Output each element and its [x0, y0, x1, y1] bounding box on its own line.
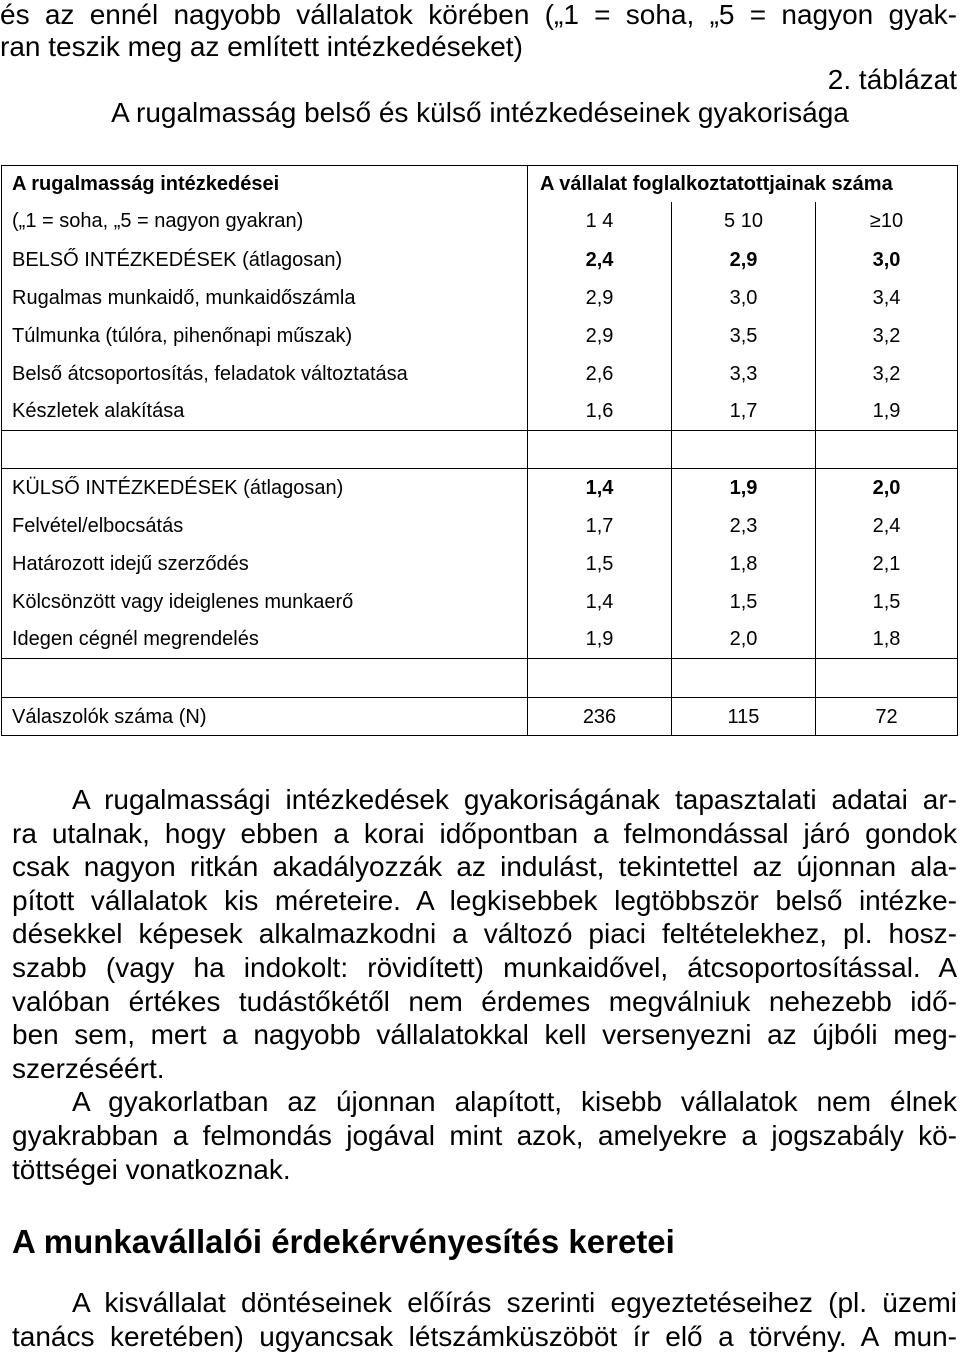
row-label: Felvétel/elbocsátás [12, 514, 184, 537]
value-cell: 1,9 [528, 621, 672, 659]
intro-line: ran teszik meg az említett intézkedéseket) [0, 31, 523, 62]
table-row [2, 507, 958, 545]
row-label: Idegen cégnél megrendelés [12, 628, 259, 651]
text-line: A rugalmassági intézkedések gyakoriságának tapasztalati adatai ar- [72, 784, 957, 815]
section-heading: A munkavállalói érdekérvényesítés keretei [12, 1223, 675, 1260]
value-cell: 1,9 [672, 469, 816, 507]
table-header-row [2, 166, 958, 202]
text-line: pított vállalatok kis méreteire. A legkisebbek legtöbbször belső intézke- [12, 884, 957, 916]
table-row-internal-average [2, 241, 958, 279]
value-cell: 2,9 [528, 279, 672, 317]
table-spacer-row [2, 659, 958, 698]
table-row-external-average [2, 469, 958, 507]
column-header: 5 10 [672, 202, 816, 241]
value-cell: 1,4 [528, 469, 672, 507]
section-text [12, 1286, 957, 1353]
text-line: ra utalnak, hogy ebben a korai időpontban a felmondással járó gondok [12, 817, 957, 849]
row-label: Kölcsönzött vagy ideiglenes munkaerő [12, 590, 354, 613]
value-cell: 1,8 [816, 621, 958, 659]
value-cell: 1,8 [672, 545, 816, 583]
value-cell: 1,7 [528, 507, 672, 545]
paragraph [12, 783, 957, 1085]
value-cell: 2,6 [528, 355, 672, 393]
intro-line: és az ennél nagyobb vállalatok körében („1 = soha, „5 = nagyon gyak- [0, 0, 957, 30]
table-row [2, 279, 958, 317]
value-cell: 1,6 [528, 393, 672, 431]
table-row [2, 317, 958, 355]
text-line: désekkel képesek alkalmazkodni a változó piaci feltételekhez, pl. hosz- [12, 918, 957, 950]
text-line: ben sem, mert a nagyobb vállalatokkal kell versenyezni az újbóli meg- [12, 1019, 957, 1051]
table-row [2, 545, 958, 583]
value-cell: 1,5 [672, 583, 816, 621]
text-line: szabb (vagy ha indokolt: rövidített) munkaidővel, átcsoportosítással. A [12, 951, 957, 983]
row-label: Válaszolók száma (N) [2, 698, 528, 736]
text-line: valóban értékes tudástőkétől nem érdemes megválniuk nehezebb idő- [12, 985, 957, 1017]
column-header: ≥10 [816, 202, 958, 241]
value-cell: 3,3 [672, 355, 816, 393]
value-cell: 2,4 [528, 241, 672, 279]
value-cell: 2,9 [528, 317, 672, 355]
table-title: A rugalmasság belső és külső intézkedéseinek gyakorisága [111, 97, 849, 128]
table-row-respondents [2, 698, 958, 736]
value-cell: 2,4 [816, 507, 958, 545]
value-cell: 3,5 [672, 317, 816, 355]
value-cell: 1,5 [528, 545, 672, 583]
value-cell: 3,4 [816, 279, 958, 317]
table-row [2, 393, 958, 431]
column-header: 1 4 [528, 202, 672, 241]
text-line: csak nagyon ritkán akadályozzák az indulást, tekintettel az újonnan ala- [12, 851, 957, 883]
text-line: gyakrabban a felmondás jogával mint azok, amelyekre a jogszabály kö- [12, 1119, 957, 1151]
value-cell: 2,0 [672, 621, 816, 659]
value-cell: 72 [816, 698, 958, 736]
table-header-measures: A rugalmasság intézkedései [12, 172, 280, 195]
table-row [2, 583, 958, 621]
table-row [2, 621, 958, 659]
value-cell: 3,0 [816, 241, 958, 279]
row-label: Belső átcsoportosítás, feladatok változtatása [12, 362, 408, 385]
row-label: KÜLSŐ INTÉZKEDÉSEK (átlagosan) [2, 469, 528, 507]
text-line: A gyakorlatban az újonnan alapított, kisebb vállalatok nem élnek [72, 1086, 957, 1118]
value-cell: 1,9 [816, 393, 958, 431]
row-label: BELSŐ INTÉZKEDÉSEK (átlagosan) [12, 248, 343, 271]
paragraph [12, 1085, 957, 1186]
value-cell: 236 [528, 698, 672, 736]
table-number-label: 2. táblázat [827, 64, 957, 95]
value-cell: 3,0 [672, 279, 816, 317]
text-line: szerzéséért. [12, 1052, 165, 1084]
value-cell: 1,7 [672, 393, 816, 431]
row-label: Készletek alakítása [12, 400, 185, 423]
value-cell: 3,2 [816, 355, 958, 393]
table-subheader-row [2, 202, 958, 241]
value-cell: 1,5 [816, 583, 958, 621]
row-label: Határozott idejű szerződés [12, 552, 249, 575]
value-cell: 115 [672, 698, 816, 736]
table-scale-note: („1 = soha, „5 = nagyon gyakran) [12, 210, 304, 232]
flexibility-measures-table [1, 165, 958, 736]
table-spacer-row [2, 431, 958, 469]
table-header-company-size: A vállalat foglalkoztatottjainak száma [528, 166, 958, 202]
value-cell: 3,2 [816, 317, 958, 355]
text-line: tanács keretében) ugyancsak létszámküszöböt ír elő a törvény. A mun- [12, 1320, 957, 1352]
value-cell: 2,9 [672, 241, 816, 279]
row-label: Túlmunka (túlóra, pihenőnapi műszak) [12, 324, 353, 347]
value-cell: 2,3 [672, 507, 816, 545]
body-text [12, 783, 957, 1186]
text-line: A kisvállalat döntéseinek előírás szerinti egyeztetéseihez (pl. üzemi [72, 1287, 957, 1318]
value-cell: 2,0 [816, 469, 958, 507]
text-line: töttségei vonatkoznak. [12, 1153, 291, 1185]
value-cell: 1,4 [528, 583, 672, 621]
row-label: Rugalmas munkaidő, munkaidőszámla [12, 286, 356, 309]
paragraph [12, 1286, 957, 1353]
value-cell: 2,1 [816, 545, 958, 583]
table-row [2, 355, 958, 393]
